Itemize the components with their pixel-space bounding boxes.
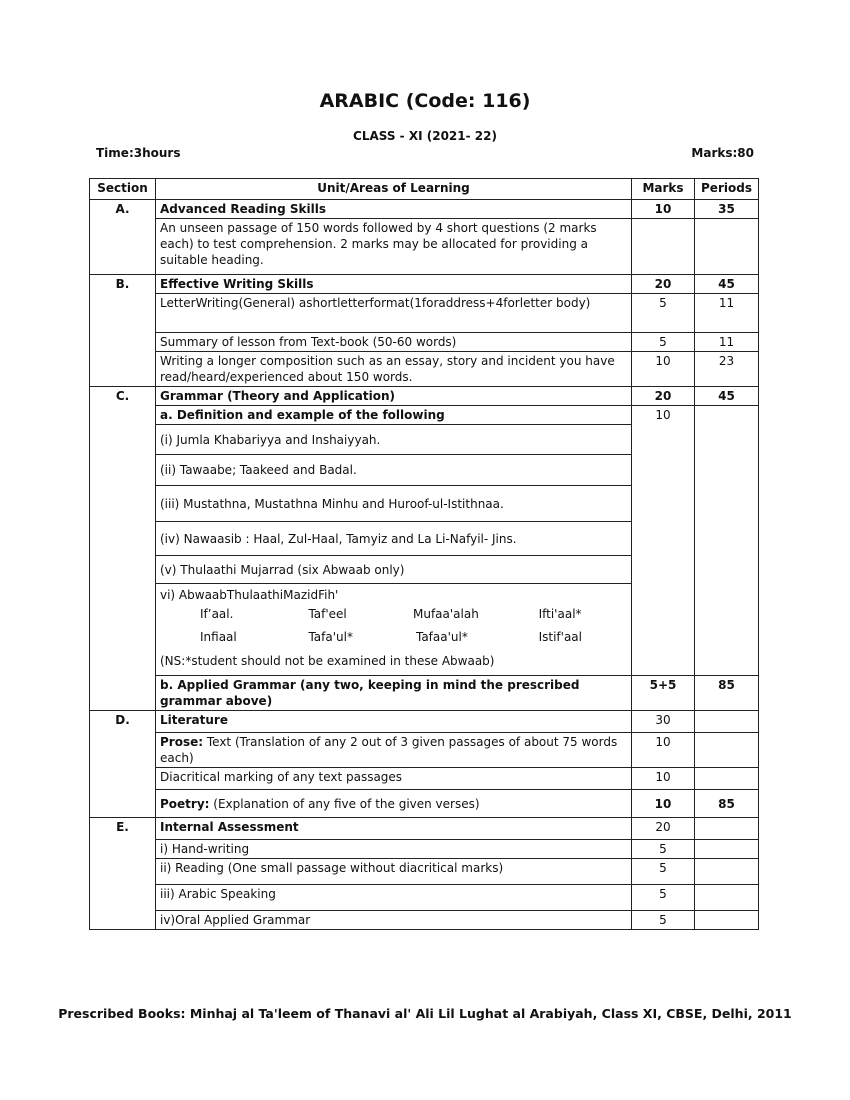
section-c-periods: 45 — [695, 387, 759, 406]
letter-writing-marks: 5 — [632, 294, 695, 333]
header-periods: Periods — [695, 179, 759, 200]
empty-cell — [695, 859, 759, 885]
abwaab-item: Tafaa'ul* — [415, 630, 468, 644]
section-a-periods: 35 — [695, 200, 759, 219]
arabic-speaking: iii) Arabic Speaking — [156, 885, 632, 911]
section-d-marks: 30 — [632, 711, 695, 733]
abwaab-list — [196, 603, 586, 649]
time-label: Time:3hours — [96, 146, 181, 160]
table-row — [90, 818, 759, 840]
prose-text: Text (Translation of any 2 out of 3 given passages of about 75 words each) — [160, 735, 618, 765]
reading-marks: 5 — [632, 859, 695, 885]
class-line: CLASS - XI (2021- 22) — [353, 129, 497, 143]
section-c-label: C. — [90, 387, 156, 711]
marks-label: Marks:80 — [691, 146, 754, 160]
table-row — [90, 275, 759, 294]
grammar-sub-a-marks: 10 — [632, 406, 695, 676]
summary-lesson: Summary of lesson from Text-book (50-60 words) — [156, 333, 632, 352]
table-row — [90, 676, 759, 711]
header-section: Section — [90, 179, 156, 200]
document-title: ARABIC (Code: 116) — [319, 90, 531, 112]
table-row — [90, 733, 759, 768]
table-row — [90, 333, 759, 352]
section-c-title: Grammar (Theory and Application) — [156, 387, 632, 406]
oral-grammar-marks: 5 — [632, 911, 695, 930]
table-row — [90, 387, 759, 406]
prose-marks: 10 — [632, 733, 695, 768]
empty-cell — [695, 768, 759, 790]
abwaab-item: Ifti'aal* — [538, 607, 582, 621]
table-row — [90, 219, 759, 275]
abwaab-title: vi) AbwaabThulaathiMazidFih' — [160, 588, 339, 602]
grammar-sub-a: a. Definition and example of the following — [156, 406, 632, 425]
empty-cell — [695, 733, 759, 768]
letter-writing: LetterWriting(General) ashortletterformat(1foraddress+4forletter body) — [156, 294, 632, 333]
section-a-marks: 10 — [632, 200, 695, 219]
prose-label: Prose: — [160, 735, 204, 749]
abwaab-item: Mufaa'alah — [412, 607, 479, 621]
grammar-item-iv: (iv) Nawaasib : Haal, Zul-Haal, Tamyiz and La Li-Nafyil- Jins. — [156, 522, 632, 556]
section-c-marks: 20 — [632, 387, 695, 406]
oral-grammar: iv)Oral Applied Grammar — [156, 911, 632, 930]
abwaab-item: Tafa'ul* — [308, 630, 353, 644]
section-b-periods: 45 — [695, 275, 759, 294]
abwaab-item: Taf'eel — [308, 607, 347, 621]
empty-cell — [695, 911, 759, 930]
empty-cell — [632, 219, 695, 275]
poetry-marks: 10 — [632, 790, 695, 818]
table-row — [90, 406, 759, 425]
section-a-label: A. — [90, 200, 156, 275]
poetry-label: Poetry: — [160, 796, 210, 811]
table-row — [90, 885, 759, 911]
abwaab-row — [196, 603, 586, 626]
abwaab-note: (NS:*student should not be examined in these Abwaab) — [160, 654, 495, 668]
table-row — [90, 768, 759, 790]
diacritical-marking: Diacritical marking of any text passages — [156, 768, 632, 790]
hand-writing: i) Hand-writing — [156, 840, 632, 859]
table-row — [90, 911, 759, 930]
section-b-title: Effective Writing Skills — [156, 275, 632, 294]
grammar-item-iii: (iii) Mustathna, Mustathna Minhu and Huroof-ul-Istithnaa. — [156, 486, 632, 522]
grammar-item-i: (i) Jumla Khabariyya and Inshaiyyah. — [156, 425, 632, 455]
grammar-item-vi — [156, 584, 632, 676]
table-row — [90, 790, 759, 818]
applied-grammar-periods: 85 — [695, 676, 759, 711]
table-row — [90, 294, 759, 333]
section-a-title: Advanced Reading Skills — [156, 200, 632, 219]
hand-writing-marks: 5 — [632, 840, 695, 859]
grammar-item-ii: (ii) Tawaabe; Taakeed and Badal. — [156, 455, 632, 486]
poetry-text: (Explanation of any five of the given verses) — [209, 796, 480, 811]
reading: ii) Reading (One small passage without diacritical marks) — [156, 859, 632, 885]
empty-cell — [695, 840, 759, 859]
empty-cell — [695, 711, 759, 733]
composition-periods: 23 — [695, 352, 759, 387]
applied-grammar: b. Applied Grammar (any two, keeping in mind the prescribed grammar above) — [156, 676, 632, 711]
section-e-marks: 20 — [632, 818, 695, 840]
composition: Writing a longer composition such as an essay, story and incident you have read/heard/experienced about 150 words. — [156, 352, 632, 387]
diacritical-marks: 10 — [632, 768, 695, 790]
poetry-periods: 85 — [695, 790, 759, 818]
table-row — [90, 859, 759, 885]
table-row — [90, 711, 759, 733]
composition-marks: 10 — [632, 352, 695, 387]
abwaab-item: Istif'aal — [538, 630, 582, 644]
applied-grammar-marks: 5+5 — [632, 676, 695, 711]
empty-cell — [695, 885, 759, 911]
header-unit: Unit/Areas of Learning — [156, 179, 632, 200]
section-e-title: Internal Assessment — [156, 818, 632, 840]
prose-row — [156, 733, 632, 768]
grammar-item-v: (v) Thulaathi Mujarrad (six Abwaab only) — [156, 556, 632, 584]
section-b-label: B. — [90, 275, 156, 387]
section-a-desc: An unseen passage of 150 words followed by 4 short questions (2 marks each) to test comprehension. 2 marks may be allocated for providing a suitable heading. — [156, 219, 632, 275]
abwaab-item: Infiaal — [200, 630, 237, 644]
section-d-title: Literature — [156, 711, 632, 733]
arabic-speaking-marks: 5 — [632, 885, 695, 911]
header-marks: Marks — [632, 179, 695, 200]
table-header-row — [90, 179, 759, 200]
poetry-row — [156, 790, 632, 818]
section-b-marks: 20 — [632, 275, 695, 294]
letter-writing-periods: 11 — [695, 294, 759, 333]
summary-periods: 11 — [695, 333, 759, 352]
table-row — [90, 840, 759, 859]
summary-marks: 5 — [632, 333, 695, 352]
abwaab-item: If’aal. — [200, 607, 234, 621]
section-e-label: E. — [90, 818, 156, 930]
table-row — [90, 352, 759, 387]
empty-cell — [695, 406, 759, 676]
section-d-label: D. — [90, 711, 156, 818]
syllabus-table — [89, 178, 759, 930]
table-row — [90, 200, 759, 219]
prescribed-books: Prescribed Books: Minhaj al Ta'leem of Thanavi al' Ali Lil Lughat al Arabiyah, Class XI, CBSE, Delhi, 2011 — [58, 1006, 792, 1021]
abwaab-row — [196, 626, 586, 649]
empty-cell — [695, 818, 759, 840]
empty-cell — [695, 219, 759, 275]
